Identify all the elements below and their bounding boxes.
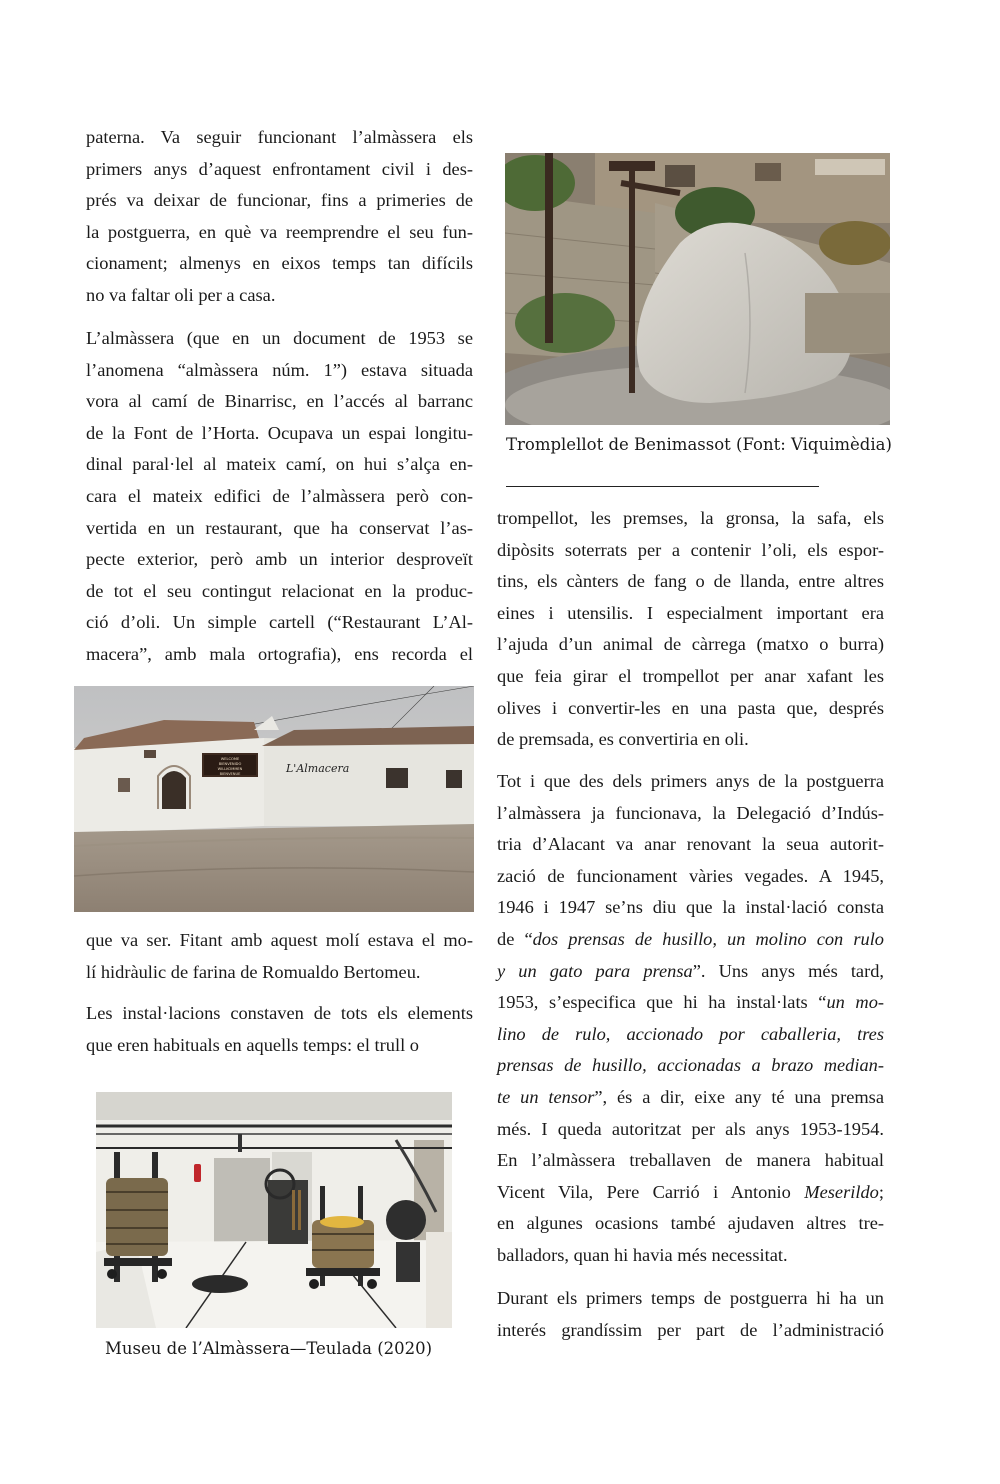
text-line: dinal paral·lel al mateix camí, on hui s’alça en- — [86, 454, 473, 475]
text-line: pecte exterior, però amb un interior desproveït — [86, 549, 473, 570]
italic-quote: lino de rulo, accionado por caballeria, tres — [497, 1023, 884, 1044]
sign-text: BIENVENUE — [219, 772, 241, 776]
text-line: vertida en un restaurant, que ha conservat l’as- — [86, 517, 473, 538]
text-line: Les instal·lacions constaven de tots els elements — [86, 1003, 473, 1023]
restaurant-photo — [74, 686, 474, 912]
italic-name: Meserildo — [804, 1181, 879, 1202]
paragraph — [86, 925, 473, 988]
text-line — [497, 1177, 884, 1209]
text-line: macera”, amb mala ortografia), ens recorda el — [86, 643, 473, 664]
text-line: Tot i que des dels primers anys de la postguerra — [497, 771, 884, 791]
sign-text: WELCOME — [220, 757, 240, 761]
text-run: ”. Uns anys més tard, — [692, 960, 885, 981]
text-line — [497, 1019, 884, 1051]
text-line: primers anys d’aquest enfrontament civil i des- — [86, 158, 473, 179]
text-line: balladors, quan hi havia més necessitat. — [497, 1244, 788, 1265]
left-para-1 — [86, 122, 473, 312]
text-line: paterna. Va seguir funcionant l’almàssera els — [86, 127, 473, 147]
text-line: ció d’oli. Un simple cartell (“Restaurant L’Al- — [86, 612, 473, 633]
sign-text: BIENVENIDO — [218, 762, 242, 766]
paragraph — [86, 122, 473, 312]
text-line: vora al camí de Binarrisc, en l’accés al barranc — [86, 391, 473, 412]
text-line: cara el mateix edifici de l’almàssera però con- — [86, 485, 473, 506]
text-line: no va faltar oli per a casa. — [86, 284, 276, 305]
text-line — [497, 1050, 884, 1082]
left-para-2 — [86, 323, 473, 671]
text-line: la postguerra, en què va reemprendre el seu fun- — [86, 221, 473, 242]
text-line: tins, els cànters de fang o de llanda, entre altres — [497, 571, 884, 592]
text-line: prés va deixar de funcionar, fins a primeries de — [86, 190, 473, 211]
left-para-3 — [86, 925, 473, 988]
text-line: olives i convertir-les en una pasta que, després — [497, 697, 884, 718]
text-line — [497, 1082, 884, 1114]
paragraph — [86, 998, 473, 1061]
text-run: 1953, s’especifica que hi ha instal·lats “ — [497, 992, 827, 1013]
museum-caption: Museu de l’Almàssera—Teulada (2020) — [105, 1339, 433, 1358]
text-line: interés grandíssim per part de l’administració — [497, 1319, 884, 1340]
paragraph — [497, 766, 884, 1272]
right-para-1 — [497, 503, 884, 756]
text-line: l’ajuda d’un animal de càrrega (matxo o burra) — [497, 634, 884, 655]
text-line: cionament; almenys en eixos temps tan difícils — [86, 253, 473, 274]
trompellot-photo — [505, 153, 890, 425]
text-line: zació de funcionament vàries vegades. A 1945, — [497, 865, 884, 886]
text-line: dipòsits soterrats per a contenir l’oli, els espor- — [497, 539, 884, 560]
text-line: en algunes ocasions també ajudaven altres tre- — [497, 1213, 884, 1234]
sign-text: WILLKOMMEN — [217, 767, 243, 771]
text-line: l’anomena “almàssera núm. 1”) estava situada — [86, 359, 473, 380]
text-line: trompellot, les premses, la gronsa, la safa, els — [497, 508, 884, 528]
paragraph — [497, 1283, 884, 1346]
italic-quote: un mo- — [826, 992, 885, 1013]
text-line — [497, 924, 884, 956]
text-run: ”, és a dir, eixe any té una premsa — [594, 1086, 884, 1107]
italic-quote: te un tensor — [497, 1086, 595, 1107]
paragraph — [86, 323, 473, 671]
text-line: de la Font de l’Horta. Ocupava un espai longitu- — [86, 422, 473, 443]
text-run: Vicent Vila, Pere Carrió i Antonio — [497, 1181, 805, 1202]
text-line: més. I queda autoritzat per als anys 1953-1954. — [497, 1118, 884, 1139]
text-line: l’almàssera ja funcionava, la Delegació d’Indús- — [497, 802, 884, 823]
text-line: lí hidràulic de farina de Romualdo Bertomeu. — [86, 961, 421, 982]
text-line — [497, 956, 884, 988]
right-para-2 — [497, 766, 884, 1272]
right-para-3 — [497, 1283, 884, 1346]
trompellot-caption: Tromplellot de Benimassot (Font: Viquimèdia) — [506, 435, 892, 454]
text-line: L’almàssera (que en un document de 1953 se — [86, 328, 473, 348]
italic-quote: y un gato para prensa — [497, 960, 693, 981]
text-line: que feia girar el trompellot per anar xafant les — [497, 665, 884, 686]
logo-text: L'Almacera — [286, 762, 350, 775]
text-line: eines i utensilis. I especialment important era — [497, 602, 884, 623]
text-line: de tot el seu contingut relacionat en la produc- — [86, 580, 473, 601]
museum-photo — [96, 1092, 452, 1328]
text-line: En l’almàssera treballaven de manera habitual — [497, 1150, 884, 1171]
text-line: tria d’Alacant va anar renovant la seua autorit- — [497, 834, 884, 855]
text-line: 1946 i 1947 se’ns diu que la instal·lació consta — [497, 897, 884, 918]
text-run: de “ — [497, 928, 533, 949]
text-line: Durant els primers temps de postguerra hi ha un — [497, 1288, 884, 1308]
paragraph — [497, 503, 884, 756]
text-line — [497, 987, 884, 1019]
text-line: de premsada, es convertiria en oli. — [497, 729, 749, 750]
footnote-divider — [506, 486, 819, 487]
italic-quote: dos prensas de husillo, un molino con rulo — [532, 928, 884, 949]
text-line: que va ser. Fitant amb aquest molí estava el mo- — [86, 930, 473, 950]
text-line: que eren habituals en aquells temps: el trull o — [86, 1034, 419, 1055]
text-run: ; — [878, 1181, 884, 1202]
left-para-4 — [86, 998, 473, 1061]
italic-quote: prensas de husillo, accionadas a brazo median- — [497, 1055, 884, 1076]
